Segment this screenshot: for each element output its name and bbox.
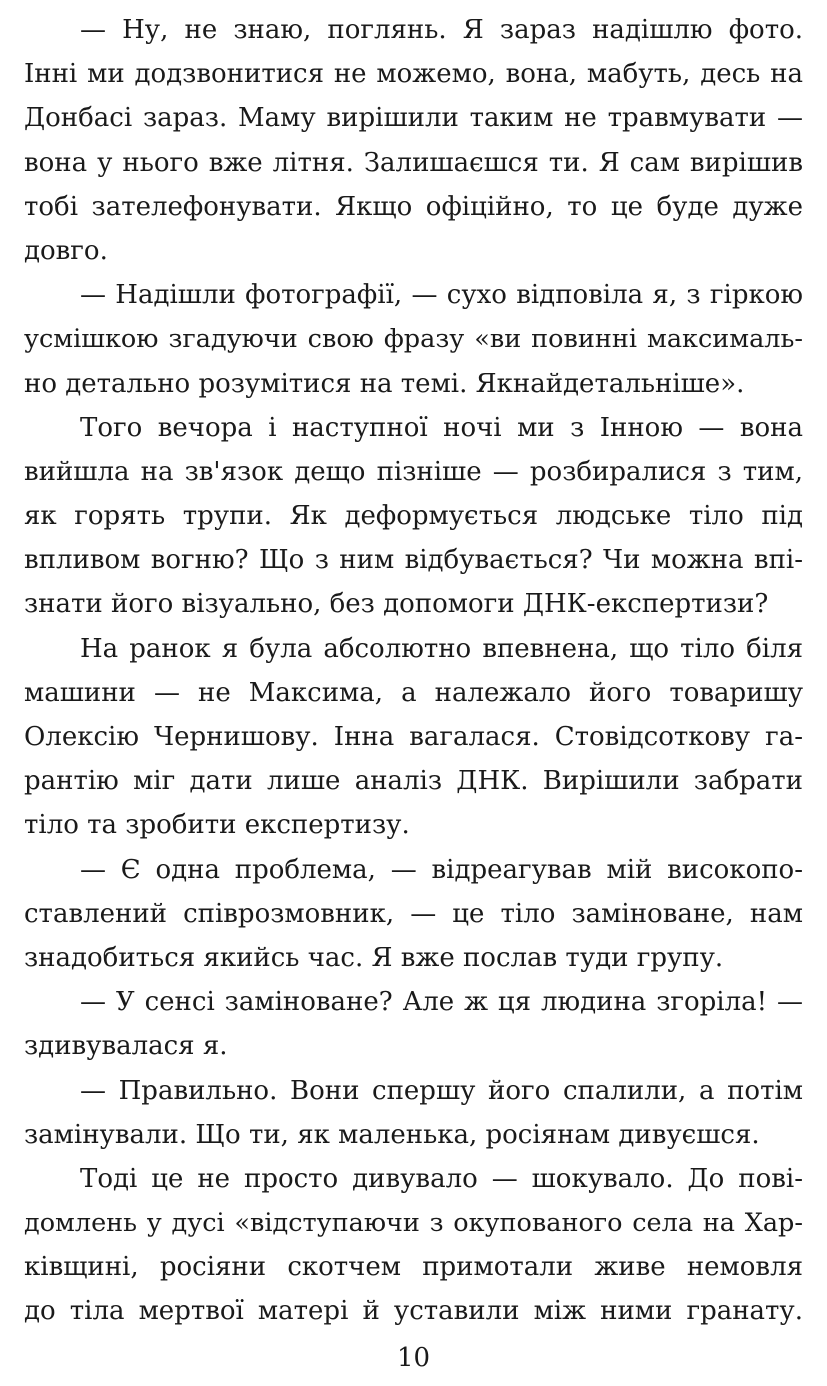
- text-line: Того вечора і наступної ночі ми з Інною — вона: [80, 412, 803, 443]
- text-line: ківщині, росіяни скотчем примотали живе немовля: [24, 1252, 803, 1283]
- text-line: здивувалася я.: [24, 1031, 228, 1062]
- page-number: 10: [396, 1343, 431, 1373]
- text-line: но детально розумітися на темі. Якнайдетальніше».: [24, 368, 745, 399]
- text-line: довго.: [24, 235, 108, 266]
- text-line: Інні ми додзвонитися не можемо, вона, мабуть, десь на: [24, 59, 803, 90]
- text-line: машини — не Максима, а належало його товаришу: [24, 677, 803, 708]
- text-line: знати його візуально, без допомоги ДНК-експертизи?: [24, 589, 769, 620]
- text-line: вийшла на зв'язок дещо пізніше — розбиралися з тим,: [24, 456, 803, 487]
- text-line: вона у нього вже літня. Залишаєшся ти. Я сам вирішив: [24, 147, 803, 178]
- text-line: ставлений співрозмовник, — це тіло заміноване, нам: [24, 898, 803, 929]
- text-line: тіло та зробити експертизу.: [24, 810, 410, 841]
- text-line: Донбасі зараз. Маму вирішили таким не травмувати —: [24, 103, 803, 134]
- text-line: рантію міг дати лише аналіз ДНК. Вирішили забрати: [24, 766, 803, 797]
- body-text: [24, 8, 803, 1334]
- text-line: домлень у дусі «відступаючи з окупованого села на Хар-: [24, 1208, 803, 1239]
- text-line: — У сенсі заміноване? Але ж ця людина згоріла! —: [80, 987, 803, 1018]
- text-line: впливом вогню? Що з ним відбувається? Чи можна впі-: [24, 545, 803, 576]
- text-line: Тоді це не просто дивувало — шокувало. До пові-: [80, 1163, 803, 1194]
- text-line: — Ну, не знаю, поглянь. Я зараз надішлю фото.: [80, 15, 803, 45]
- text-line: — Є одна проблема, — відреагував мій високопо-: [80, 854, 803, 885]
- text-line: — Надішли фотографії, — сухо відповіла я, з гіркою: [80, 280, 803, 311]
- text-line: тобі зателефонувати. Якщо офіційно, то це буде дуже: [24, 191, 803, 222]
- text-line: усмішкою згадуючи свою фразу «ви повинні максималь-: [24, 324, 803, 355]
- text-line: знадобиться якийсь час. Я вже послав туди групу.: [24, 942, 724, 973]
- text-line: Олексію Чернишову. Інна вагалася. Стовідсоткову га-: [24, 722, 803, 752]
- text-line: замінували. Що ти, як маленька, росіянам дивуєшся.: [24, 1119, 760, 1150]
- text-line: — Правильно. Вони спершу його спалили, а потім: [80, 1075, 803, 1106]
- text-line: На ранок я була абсолютно впевнена, що тіло біля: [80, 633, 803, 664]
- text-line: як горять трупи. Як деформується людське тіло під: [24, 501, 803, 532]
- text-line: до тіла мертвої матері й уставили між ними гранату.: [24, 1296, 803, 1327]
